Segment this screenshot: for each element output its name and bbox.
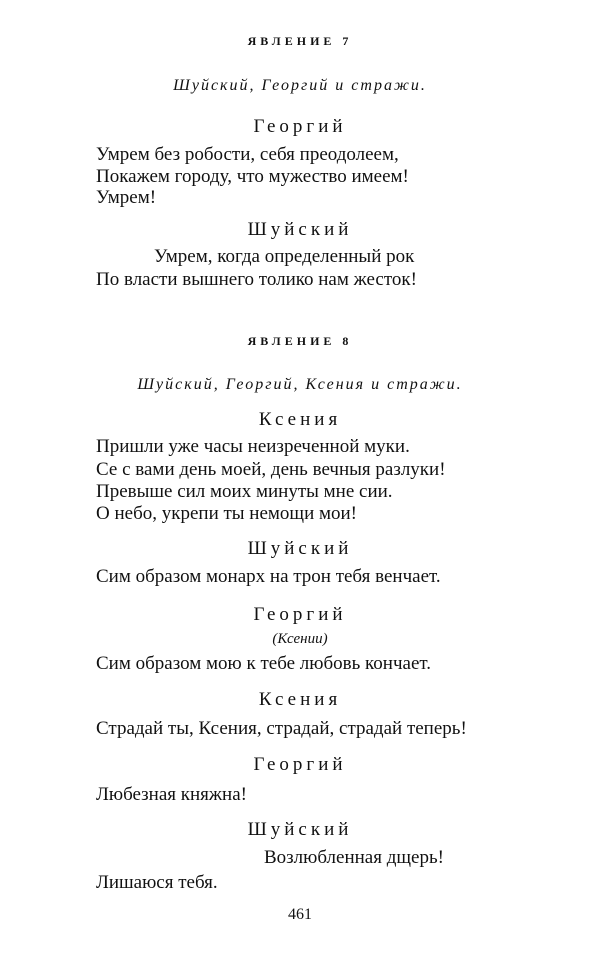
verse-line: Се с вами день моей, день вечныя разлуки! bbox=[96, 459, 446, 480]
speaker-shuisky: Шуйский bbox=[247, 219, 353, 240]
verse-line: По власти вышнего толико нам жесток! bbox=[96, 269, 417, 290]
verse-line: Сим образом монарх на трон тебя венчает. bbox=[96, 566, 441, 587]
speaker-shuisky: Шуйский bbox=[247, 538, 353, 559]
scene-heading-8: ЯВЛЕНИЕ 8 bbox=[247, 334, 353, 348]
speaker-ksenia: Ксения bbox=[258, 409, 342, 430]
verse-line: Пришли уже часы неизреченной муки. bbox=[96, 436, 410, 457]
speaker-georgy: Георгий bbox=[253, 116, 347, 137]
verse-line: Лишаюся тебя. bbox=[96, 872, 218, 893]
cast-list: Шуйский, Георгий, Ксения и стражи. bbox=[137, 376, 463, 393]
speaker-georgy: Георгий bbox=[253, 754, 347, 775]
verse-line: Умрем, когда определенный рок bbox=[154, 246, 415, 267]
speaker-ksenia: Ксения bbox=[258, 689, 342, 710]
verse-line: Умрем без робости, себя преодолеем, bbox=[96, 144, 399, 165]
speaker-georgy: Георгий bbox=[253, 604, 347, 625]
stage-direction: (Ксении) bbox=[272, 631, 328, 647]
verse-line: Сим образом мою к тебе любовь кончает. bbox=[96, 653, 432, 674]
verse-line: Страдай ты, Ксения, страдай, страдай теперь! bbox=[96, 718, 467, 739]
verse-line: Покажем городу, что мужество имеем! bbox=[96, 166, 409, 187]
verse-line: Возлюбленная дщерь! bbox=[264, 847, 444, 868]
verse-line: Любезная княжна! bbox=[96, 784, 247, 805]
verse-line: Умрем! bbox=[96, 187, 157, 208]
scene-heading-7: ЯВЛЕНИЕ 7 bbox=[247, 34, 353, 48]
verse-line: Превыше сил моих минуты мне сии. bbox=[96, 481, 393, 502]
verse-line: О небо, укрепи ты немощи мои! bbox=[96, 503, 357, 524]
speaker-shuisky: Шуйский bbox=[247, 819, 353, 840]
page-number: 461 bbox=[288, 906, 312, 923]
cast-list: Шуйский, Георгий и стражи. bbox=[173, 77, 427, 94]
